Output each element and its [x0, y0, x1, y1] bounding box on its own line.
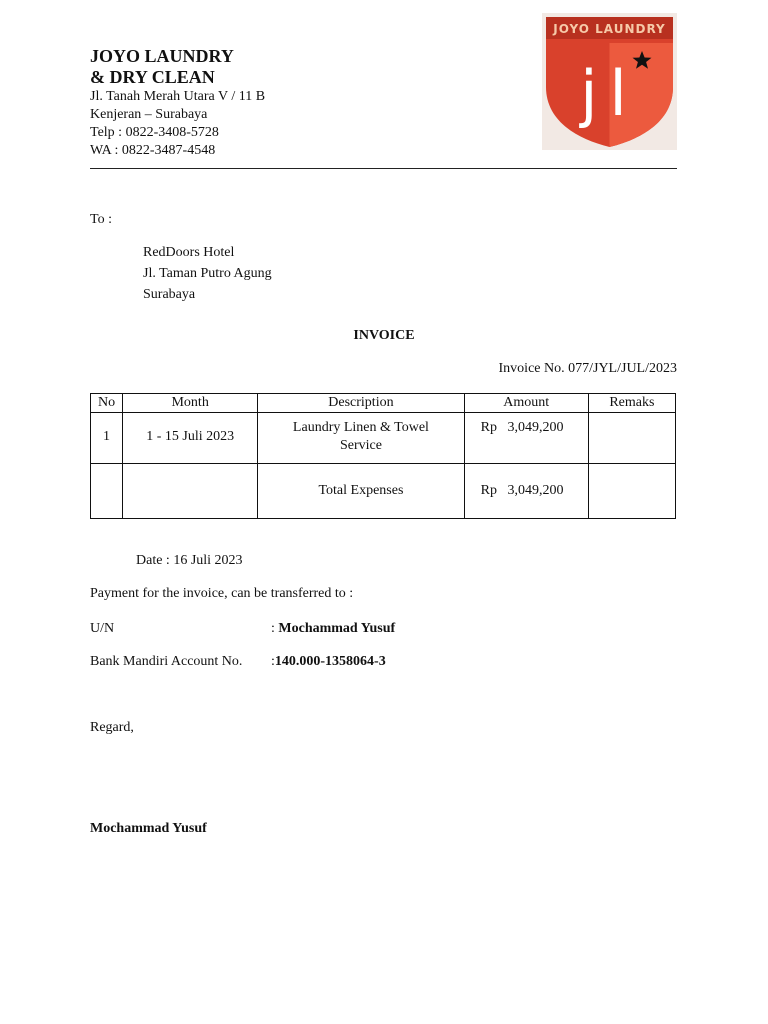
table-row [91, 413, 676, 464]
cell-amount-text: Rp 3,049,200 [480, 420, 564, 435]
recipient-name: RedDoors Hotel [143, 245, 235, 260]
total-amount: Rp 3,049,200 [480, 483, 564, 498]
cell-description [258, 413, 464, 464]
un-label: U/N [90, 621, 115, 636]
signature-name: Mochammad Yusuf [90, 821, 207, 836]
cell-month [123, 413, 258, 464]
header-divider [90, 168, 677, 169]
cell-amount [464, 413, 588, 464]
recipient-city: Surabaya [143, 287, 196, 302]
bank-label: Bank Mandiri Account No. [90, 654, 243, 669]
company-name-line2: & DRY CLEAN [90, 67, 215, 87]
bank-value-line [271, 653, 386, 671]
un-value-line [271, 620, 395, 638]
company-phone: Telp : 0822-3408-5728 [90, 125, 219, 140]
header-no: No [91, 394, 123, 413]
cell-description-line2: Service [339, 438, 382, 453]
cell-no [91, 413, 123, 464]
un-value: Mochammad Yusuf [278, 621, 396, 636]
header-remarks: Remaks [588, 394, 675, 413]
invoice-table [90, 393, 676, 519]
header-month: Month [123, 394, 258, 413]
payment-instruction: Payment for the invoice, can be transferred to : [90, 586, 354, 601]
cell-no-text: 1 [103, 429, 111, 444]
cell-remarks [588, 413, 675, 464]
bank-colon: : [271, 654, 275, 669]
header-description: Description [258, 394, 464, 413]
total-cell-remarks-empty [588, 464, 675, 519]
cell-description-line1: Laundry Linen & Towel [292, 420, 429, 435]
total-cell-no-empty [91, 464, 123, 519]
company-address-street: Jl. Tanah Merah Utara V / 11 B [90, 89, 266, 104]
regard-text: Regard, [90, 720, 134, 735]
company-name [90, 46, 234, 88]
logo-banner-text: JOYO LAUNDRY [553, 22, 666, 36]
invoice-number: Invoice No. 077/JYL/JUL/2023 [498, 361, 677, 376]
total-amount-cell [464, 464, 588, 519]
to-label: To : [90, 212, 112, 227]
invoice-title: INVOICE [353, 328, 415, 343]
company-logo [542, 13, 677, 150]
company-whatsapp: WA : 0822-3487-4548 [90, 143, 216, 158]
recipient-street: Jl. Taman Putro Agung [143, 266, 272, 281]
bank-account-number: 140.000-1358064-3 [274, 654, 386, 669]
company-address-city: Kenjeran – Surabaya [90, 107, 208, 122]
invoice-date: Date : 16 Juli 2023 [136, 553, 243, 568]
table-total-row [91, 464, 676, 519]
table-header-row [91, 394, 676, 413]
header-amount: Amount [464, 394, 588, 413]
logo-letters: jl [580, 57, 639, 130]
un-colon: : [271, 621, 279, 636]
company-name-line1: JOYO LAUNDRY [90, 46, 234, 66]
total-cell-month-empty [123, 464, 258, 519]
total-label: Total Expenses [258, 464, 464, 519]
cell-month-text: 1 - 15 Juli 2023 [146, 429, 235, 444]
